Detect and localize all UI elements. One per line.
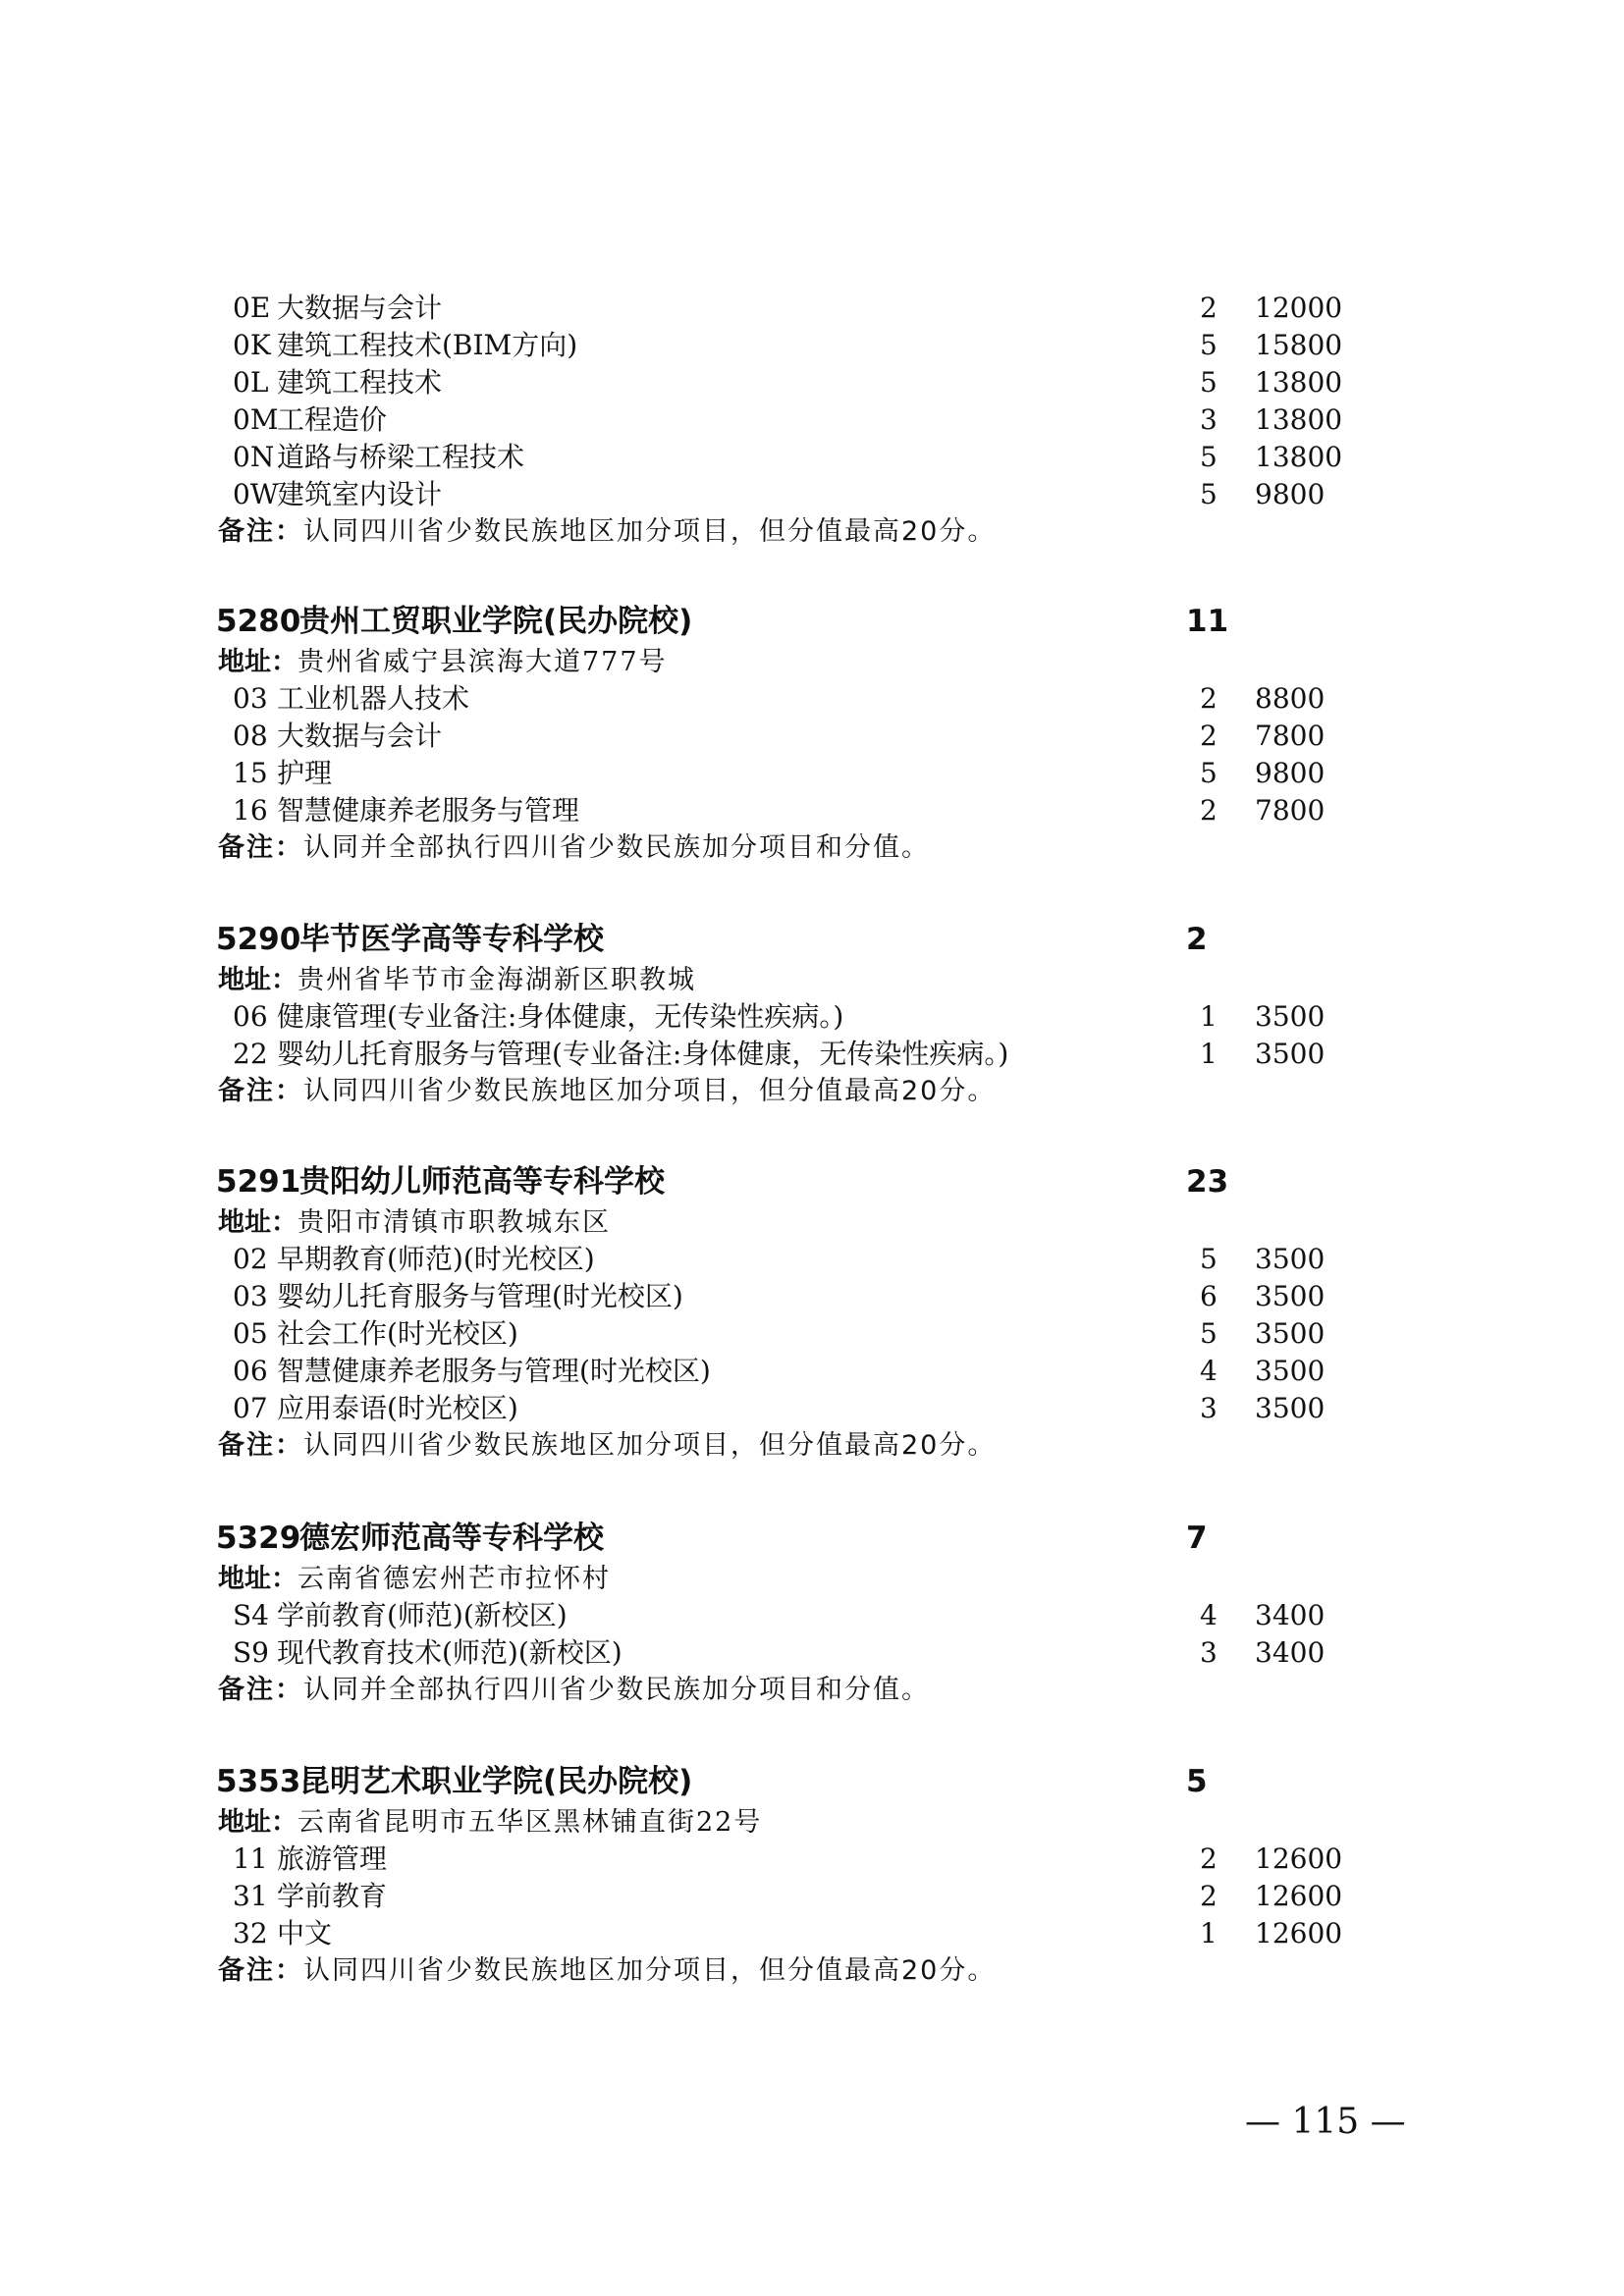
- program-row: [0, 290, 1624, 327]
- program-quota: 2: [1200, 1842, 1218, 1875]
- note: [218, 1952, 996, 1990]
- program-code: 22: [233, 1038, 268, 1070]
- note-row: [0, 1952, 1624, 1990]
- address-label: 地址：: [218, 647, 298, 677]
- program-quota: 2: [1200, 720, 1218, 752]
- program-fee: 3500: [1255, 1038, 1326, 1070]
- address-row: [0, 1203, 1624, 1241]
- program-name: 婴幼儿托育服务与管理(专业备注:身体健康，无传染性疾病。): [277, 1038, 1009, 1070]
- note-row: [0, 1427, 1624, 1465]
- program-code: 11: [233, 1842, 268, 1875]
- school-name: 贵阳幼儿师范高等专科学校: [299, 1164, 665, 1200]
- program-quota: 3: [1200, 1636, 1218, 1669]
- address-row: [0, 961, 1624, 998]
- program-quota: 5: [1200, 757, 1218, 789]
- program-name: 早期教育(师范)(时光校区): [277, 1243, 595, 1275]
- program-quota: 2: [1200, 682, 1218, 715]
- program-quota: 4: [1200, 1599, 1218, 1631]
- address-text: 云南省昆明市五华区黑林铺直街22号: [298, 1807, 763, 1838]
- note-label: 备注：: [218, 1076, 303, 1106]
- program-code: 31: [233, 1880, 268, 1912]
- program-code: 07: [233, 1392, 268, 1424]
- note-label: 备注：: [218, 1675, 303, 1705]
- note-row: [0, 1073, 1624, 1110]
- program-code: 06: [233, 1000, 268, 1033]
- program-name: 婴幼儿托育服务与管理(时光校区): [277, 1280, 683, 1312]
- school-quota: 11: [1186, 604, 1229, 639]
- program-code: 05: [233, 1317, 268, 1350]
- program-row: [0, 1390, 1624, 1427]
- program-quota: 2: [1200, 292, 1218, 324]
- program-fee: 15800: [1255, 329, 1343, 361]
- address-label: 地址：: [218, 965, 298, 995]
- school-code: 5280: [216, 604, 301, 639]
- note-text: 认同四川省少数民族地区加分项目，但分值最高20分。: [303, 1955, 997, 1986]
- address-text: 贵州省威宁县滨海大道777号: [298, 647, 668, 677]
- program-fee: 3400: [1255, 1636, 1326, 1669]
- program-quota: 1: [1200, 1917, 1218, 1949]
- program-row: [0, 718, 1624, 755]
- program-fee: 12600: [1255, 1880, 1343, 1912]
- address-label: 地址：: [218, 1207, 298, 1238]
- program-name: 工程造价: [277, 403, 388, 436]
- program-quota: 1: [1200, 1000, 1218, 1033]
- program-code: 06: [233, 1355, 268, 1387]
- program-fee: 12000: [1255, 292, 1343, 324]
- program-name: 智慧健康养老服务与管理(时光校区): [277, 1355, 711, 1387]
- address-row: [0, 643, 1624, 680]
- program-quota: 2: [1200, 794, 1218, 827]
- program-quota: 4: [1200, 1355, 1218, 1387]
- address: [218, 1803, 762, 1842]
- program-code: 15: [233, 757, 268, 789]
- address: [218, 961, 696, 999]
- program-row: [0, 998, 1624, 1036]
- program-fee: 3500: [1255, 1317, 1326, 1350]
- program-name: 学前教育(师范)(新校区): [277, 1599, 568, 1631]
- program-row: [0, 755, 1624, 792]
- note-label: 备注：: [218, 1955, 303, 1986]
- note-label: 备注：: [218, 1430, 303, 1461]
- school-code: 5291: [216, 1164, 301, 1200]
- program-code: 32: [233, 1917, 268, 1949]
- program-row: [0, 401, 1624, 439]
- program-name: 智慧健康养老服务与管理: [277, 794, 580, 827]
- program-code: 02: [233, 1243, 268, 1275]
- program-fee: 13800: [1255, 366, 1343, 399]
- school-quota: 23: [1186, 1164, 1229, 1200]
- program-fee: 3500: [1255, 1280, 1326, 1312]
- school-quota: 5: [1186, 1764, 1208, 1799]
- program-fee: 9800: [1255, 478, 1326, 510]
- program-row: [0, 364, 1624, 401]
- school-code: 5353: [216, 1764, 301, 1799]
- program-quota: 5: [1200, 478, 1218, 510]
- school-code: 5290: [216, 922, 301, 957]
- program-code: 0K: [233, 329, 271, 361]
- school-header: [0, 1517, 1624, 1560]
- program-name: 健康管理(专业备注:身体健康，无传染性疾病。): [277, 1000, 844, 1033]
- program-name: 建筑工程技术: [277, 366, 443, 399]
- program-row: [0, 1036, 1624, 1073]
- program-code: 16: [233, 794, 268, 827]
- note: [218, 829, 930, 867]
- note-label: 备注：: [218, 832, 303, 863]
- school-header: [0, 600, 1624, 643]
- program-fee: 3500: [1255, 1000, 1326, 1033]
- program-name: 应用泰语(时光校区): [277, 1392, 518, 1424]
- note-text: 认同四川省少数民族地区加分项目，但分值最高20分。: [303, 1430, 997, 1461]
- program-quota: 3: [1200, 403, 1218, 436]
- program-row: [0, 680, 1624, 718]
- program-row: [0, 1597, 1624, 1634]
- program-name: 中文: [277, 1917, 333, 1949]
- note-label: 备注：: [218, 516, 303, 547]
- program-code: S9: [233, 1636, 269, 1669]
- address-text: 云南省德宏州芒市拉怀村: [298, 1564, 611, 1594]
- note: [218, 1427, 996, 1465]
- address-row: [0, 1560, 1624, 1597]
- program-row: [0, 1634, 1624, 1672]
- program-fee: 3500: [1255, 1355, 1326, 1387]
- note-row: [0, 513, 1624, 551]
- program-fee: 7800: [1255, 794, 1326, 827]
- program-quota: 3: [1200, 1392, 1218, 1424]
- school-quota: 7: [1186, 1521, 1208, 1556]
- program-row: [0, 476, 1624, 513]
- program-code: 0M: [233, 403, 279, 436]
- program-name: 大数据与会计: [277, 720, 443, 752]
- program-quota: 5: [1200, 366, 1218, 399]
- program-code: 0W: [233, 478, 279, 510]
- program-name: 护理: [277, 757, 333, 789]
- note: [218, 1672, 930, 1709]
- program-code: 08: [233, 720, 268, 752]
- school-name: 德宏师范高等专科学校: [299, 1521, 604, 1556]
- school-header: [0, 918, 1624, 961]
- address: [218, 643, 668, 681]
- program-code: 0E: [233, 292, 271, 324]
- program-row: [0, 1353, 1624, 1390]
- note-text: 认同并全部执行四川省少数民族加分项目和分值。: [303, 1675, 930, 1705]
- note: [218, 1073, 996, 1110]
- program-fee: 7800: [1255, 720, 1326, 752]
- program-code: 0N: [233, 441, 275, 473]
- program-code: S4: [233, 1599, 269, 1631]
- school-name: 昆明艺术职业学院(民办院校): [299, 1764, 693, 1799]
- page-number: — 115 —: [1245, 2102, 1406, 2142]
- program-code: 03: [233, 1280, 268, 1312]
- program-fee: 8800: [1255, 682, 1326, 715]
- school-name: 贵州工贸职业学院(民办院校): [299, 604, 693, 639]
- program-quota: 5: [1200, 1317, 1218, 1350]
- address-text: 贵州省毕节市金海湖新区职教城: [298, 965, 696, 995]
- address-label: 地址：: [218, 1807, 298, 1838]
- school-name: 毕节医学高等专科学校: [299, 922, 604, 957]
- note-text: 认同四川省少数民族地区加分项目，但分值最高20分。: [303, 516, 997, 547]
- program-row: [0, 1241, 1624, 1278]
- program-name: 建筑工程技术(BIM方向): [277, 329, 578, 361]
- program-fee: 12600: [1255, 1917, 1343, 1949]
- program-quota: 5: [1200, 329, 1218, 361]
- program-fee: 9800: [1255, 757, 1326, 789]
- program-name: 学前教育: [277, 1880, 388, 1912]
- note: [218, 513, 996, 551]
- program-fee: 13800: [1255, 403, 1343, 436]
- program-name: 社会工作(时光校区): [277, 1317, 518, 1350]
- note-row: [0, 1672, 1624, 1709]
- program-name: 旅游管理: [277, 1842, 388, 1875]
- program-name: 道路与桥梁工程技术: [277, 441, 525, 473]
- program-fee: 3400: [1255, 1599, 1326, 1631]
- program-row: [0, 1841, 1624, 1878]
- school-quota: 2: [1186, 922, 1208, 957]
- school-code: 5329: [216, 1521, 301, 1556]
- program-name: 大数据与会计: [277, 292, 443, 324]
- school-header: [0, 1160, 1624, 1203]
- program-quota: 2: [1200, 1880, 1218, 1912]
- address: [218, 1203, 611, 1242]
- program-code: 03: [233, 682, 268, 715]
- program-row: [0, 1278, 1624, 1315]
- program-quota: 5: [1200, 441, 1218, 473]
- note-text: 认同四川省少数民族地区加分项目，但分值最高20分。: [303, 1076, 997, 1106]
- program-row: [0, 1915, 1624, 1952]
- address: [218, 1560, 611, 1598]
- program-fee: 3500: [1255, 1243, 1326, 1275]
- program-quota: 5: [1200, 1243, 1218, 1275]
- address-text: 贵阳市清镇市职教城东区: [298, 1207, 611, 1238]
- school-header: [0, 1760, 1624, 1803]
- program-fee: 12600: [1255, 1842, 1343, 1875]
- program-fee: 13800: [1255, 441, 1343, 473]
- program-quota: 6: [1200, 1280, 1218, 1312]
- program-fee: 3500: [1255, 1392, 1326, 1424]
- note-row: [0, 829, 1624, 867]
- program-name: 现代教育技术(师范)(新校区): [277, 1636, 623, 1669]
- program-row: [0, 792, 1624, 829]
- address-row: [0, 1803, 1624, 1841]
- program-row: [0, 1878, 1624, 1915]
- note-text: 认同并全部执行四川省少数民族加分项目和分值。: [303, 832, 930, 863]
- program-quota: 1: [1200, 1038, 1218, 1070]
- program-row: [0, 439, 1624, 476]
- program-row: [0, 1315, 1624, 1353]
- program-code: 0L: [233, 366, 269, 399]
- program-name: 工业机器人技术: [277, 682, 470, 715]
- program-row: [0, 327, 1624, 364]
- address-label: 地址：: [218, 1564, 298, 1594]
- program-name: 建筑室内设计: [277, 478, 443, 510]
